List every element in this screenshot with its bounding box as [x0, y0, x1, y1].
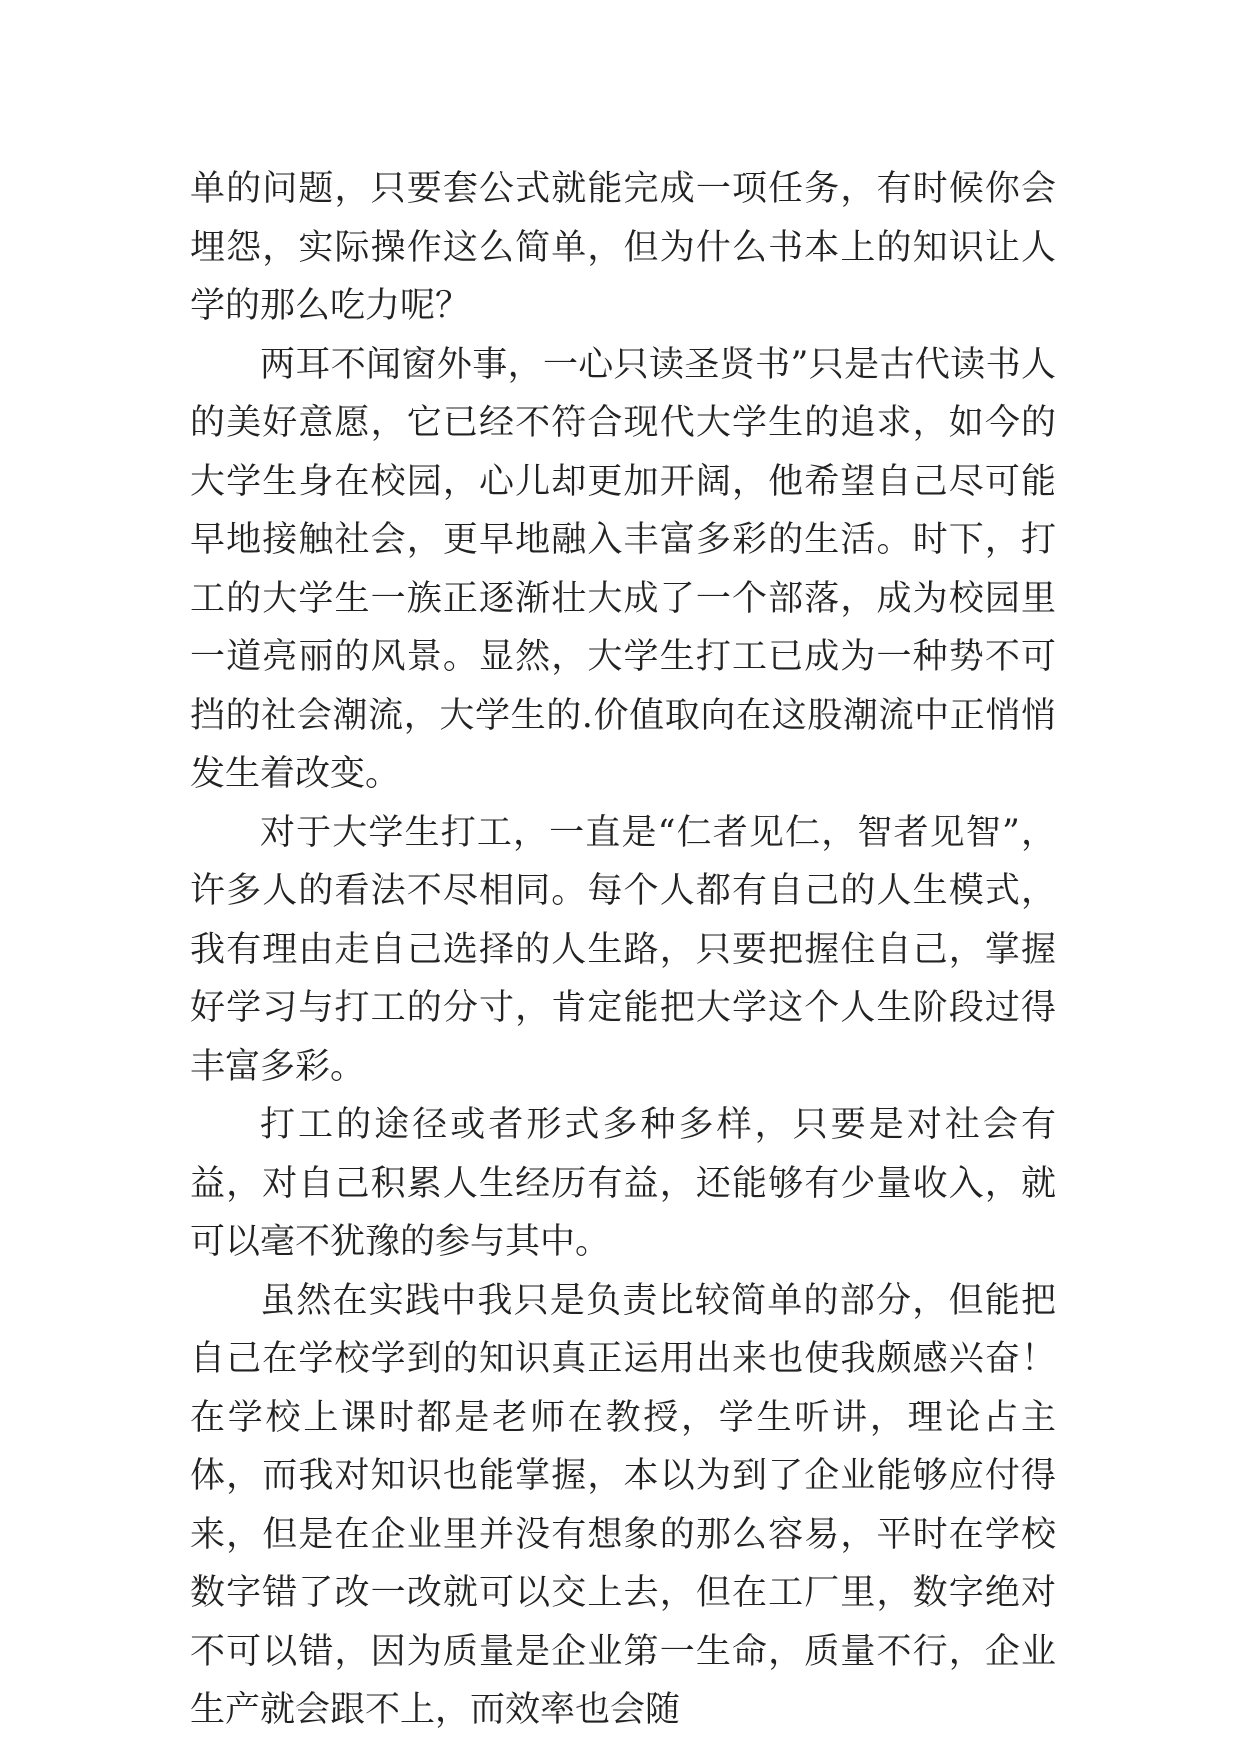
paragraph-3: 对于大学生打工，一直是“仁者见仁，智者见智”，许多人的看法不尽相同。每个人都有自己的人生模式，我有理由走自己选择的人生路，只要把握住自己，掌握好学习与打工的分寸，肯定能把大学这个人生阶段过得丰富多彩。 — [190, 812, 1056, 1087]
paragraph-1: 单的问题，只要套公式就能完成一项任务，有时候你会埋怨，实际操作这么简单，但为什么书本上的知识让人学的那么吃力呢？ — [190, 169, 1056, 326]
paragraph-4: 打工的途径或者形式多种多样，只要是对社会有益，对自己积累人生经历有益，还能够有少量收入，就可以毫不犹豫的参与其中。 — [190, 1105, 1056, 1262]
document-body — [190, 160, 1056, 1740]
paragraph-5: 虽然在实践中我只是负责比较简单的部分，但能把自己在学校学到的知识真正运用出来也使我颇感兴奋！在学校上课时都是老师在教授，学生听讲，理论占主体，而我对知识也能掌握，本以为到了企业能够应付得来，但是在企业里并没有想象的那么容易，平时在学校数字错了改一改就可以交上去，但在工厂里，数字绝对不可以错，因为质量是企业第一生命，质量不行，企业生产就会跟不上，而效率也会随 — [190, 1280, 1056, 1730]
paragraph-2: 两耳不闻窗外事，一心只读圣贤书”只是古代读书人的美好意愿，它已经不符合现代大学生的追求，如今的大学生身在校园，心儿却更加开阔，他希望自己尽可能早地接触社会，更早地融入丰富多彩的生活。时下，打工的大学生一族正逐渐壮大成了一个部落，成为校园里一道亮丽的风景。显然，大学生打工已成为一种势不可挡的社会潮流，大学生的.价值取向在这股潮流中正悄悄发生着改变。 — [190, 344, 1056, 794]
